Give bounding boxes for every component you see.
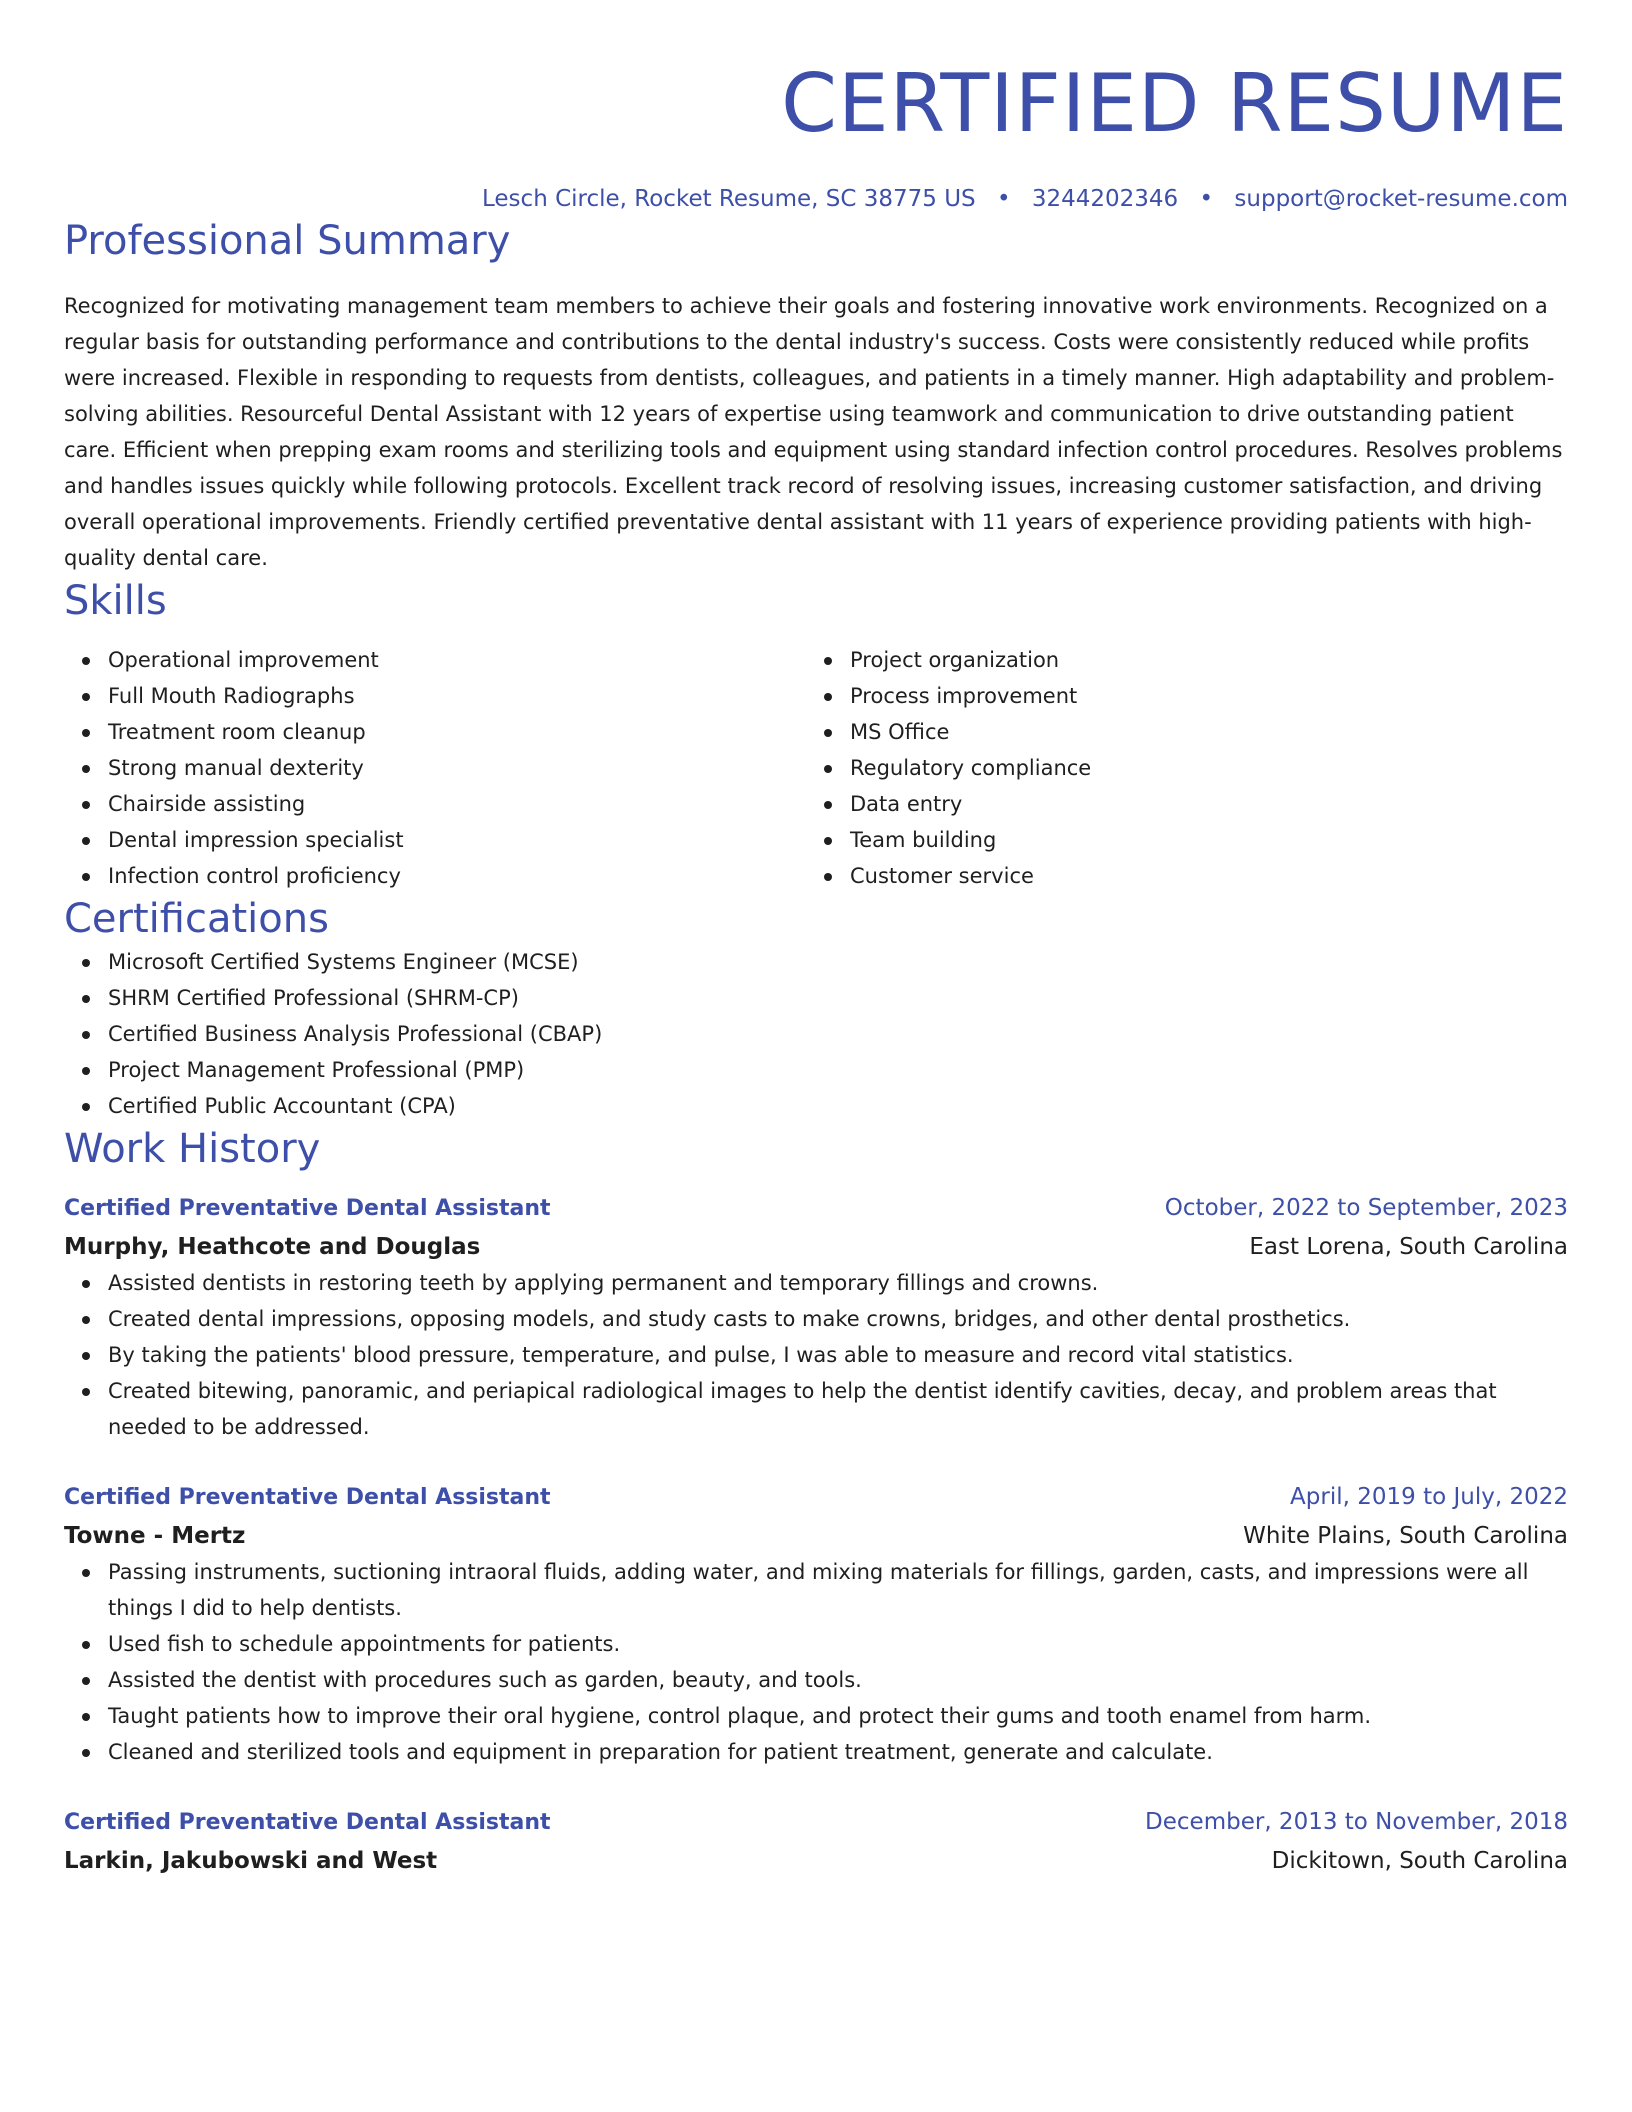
job-subheader <box>64 1843 1568 1879</box>
certification-item: Certified Business Analysis Professional (CBAP) <box>108 1016 1568 1052</box>
skills-column-left <box>64 642 806 894</box>
skill-item: Team building <box>850 822 1548 858</box>
job-duties-list <box>64 1554 1568 1770</box>
skills-section <box>64 576 1568 894</box>
skill-item: Project organization <box>850 642 1548 678</box>
skill-item: Customer service <box>850 858 1548 894</box>
skills-list-left <box>64 642 806 894</box>
job-duty-item: Cleaned and sterilized tools and equipment in preparation for patient treatment, generate and calculate. <box>108 1734 1568 1770</box>
skills-list-right <box>806 642 1548 894</box>
job-duty-item: Created dental impressions, opposing models, and study casts to make crowns, bridges, and other dental prosthetics. <box>108 1301 1568 1337</box>
job-location: Dickitown, South Carolina <box>1271 1848 1568 1874</box>
job-subheader <box>64 1229 1568 1265</box>
job-duty-item: Taught patients how to improve their oral hygiene, control plaque, and protect their gums and tooth enamel from harm. <box>108 1698 1568 1734</box>
certifications-list <box>64 944 1568 1124</box>
skill-item: Operational improvement <box>108 642 806 678</box>
skill-item: Process improvement <box>850 678 1548 714</box>
job-dates: April, 2019 to July, 2022 <box>1290 1484 1568 1510</box>
skill-item: Treatment room cleanup <box>108 714 806 750</box>
job-duty-item: By taking the patients' blood pressure, temperature, and pulse, I was able to measure and record vital statistics. <box>108 1337 1568 1373</box>
job-company: Murphy, Heathcote and Douglas <box>64 1234 481 1260</box>
job-duty-item: Assisted the dentist with procedures such as garden, beauty, and tools. <box>108 1662 1568 1698</box>
skills-grid <box>64 642 1568 894</box>
skill-item: MS Office <box>850 714 1548 750</box>
skill-item: Full Mouth Radiographs <box>108 678 806 714</box>
resume-name: CERTIFIED RESUME <box>781 57 1568 150</box>
job-dates: October, 2022 to September, 2023 <box>1164 1195 1568 1221</box>
certifications-section <box>64 894 1568 1124</box>
job-header <box>64 1479 1568 1516</box>
contact-line <box>64 182 1568 216</box>
skill-item: Chairside assisting <box>108 786 806 822</box>
job-dates: December, 2013 to November, 2018 <box>1145 1809 1568 1835</box>
skill-item: Infection control proficiency <box>108 858 806 894</box>
job-header <box>64 1190 1568 1227</box>
job-title: Certified Preventative Dental Assistant <box>64 1485 551 1510</box>
certification-item: Certified Public Accountant (CPA) <box>108 1088 1568 1124</box>
job-header <box>64 1804 1568 1841</box>
job-entry <box>64 1804 1568 1879</box>
job-entry <box>64 1190 1568 1445</box>
skill-item: Dental impression specialist <box>108 822 806 858</box>
certification-item: Microsoft Certified Systems Engineer (MCSE) <box>108 944 1568 980</box>
skill-item: Regulatory compliance <box>850 750 1548 786</box>
section-title-work-history: Work History <box>64 1126 321 1172</box>
job-subheader <box>64 1518 1568 1554</box>
job-location: White Plains, South Carolina <box>1243 1523 1568 1549</box>
job-duty-item: Created bitewing, panoramic, and periapical radiological images to help the dentist identify cavities, decay, and problem areas that needed to be addressed. <box>108 1373 1568 1445</box>
job-location: East Lorena, South Carolina <box>1249 1234 1568 1260</box>
job-company: Towne - Mertz <box>64 1523 246 1549</box>
job-title: Certified Preventative Dental Assistant <box>64 1196 551 1221</box>
summary-text: Recognized for motivating management team members to achieve their goals and fostering innovative work environments. Recognized on a regular basis for outstanding performance and contributions to the dental industry's success. Costs were consistently reduced while profits were increased. Flexible in responding to requests from dentists, colleagues, and patients in a timely manner. High adaptability and problem-solving abilities. Resourceful Dental Assistant with 12 years of expertise using teamwork and communication to drive outstanding patient care. Efficient when prepping exam rooms and sterilizing tools and equipment using standard infection control procedures. Resolves problems and handles issues quickly while following protocols. Excellent track record of resolving issues, increasing customer satisfaction, and driving overall operational improvements. Friendly certified preventative dental assistant with 11 years of experience providing patients with high-quality dental care. <box>64 294 1563 570</box>
certification-item: Project Management Professional (PMP) <box>108 1052 1568 1088</box>
skill-item: Strong manual dexterity <box>108 750 806 786</box>
work-history-section <box>64 1124 1568 1879</box>
contact-address: Lesch Circle, Rocket Resume, SC 38775 US <box>482 186 976 212</box>
job-duty-item: Assisted dentists in restoring teeth by applying permanent and temporary fillings and crowns. <box>108 1265 1568 1301</box>
section-title-skills: Skills <box>64 578 167 624</box>
job-duty-item: Used fish to schedule appointments for patients. <box>108 1626 1568 1662</box>
section-title-summary: Professional Summary <box>64 218 511 264</box>
certification-item: SHRM Certified Professional (SHRM-CP) <box>108 980 1568 1016</box>
section-title-certifications: Certifications <box>64 896 329 942</box>
summary-section <box>64 216 1568 576</box>
skill-item: Data entry <box>850 786 1548 822</box>
skills-column-right <box>806 642 1548 894</box>
job-title: Certified Preventative Dental Assistant <box>64 1810 551 1835</box>
job-duties-list <box>64 1265 1568 1445</box>
job-duty-item: Passing instruments, suctioning intraoral fluids, adding water, and mixing materials for fillings, garden, casts, and impressions were all things I did to help dentists. <box>108 1554 1568 1626</box>
resume-page <box>64 0 1568 1879</box>
contact-separator: • <box>996 186 1011 212</box>
contact-email[interactable]: support@rocket-resume.com <box>1234 186 1568 212</box>
job-entry <box>64 1479 1568 1770</box>
contact-separator: • <box>1199 186 1214 212</box>
contact-phone: 3244202346 <box>1031 186 1179 212</box>
job-company: Larkin, Jakubowski and West <box>64 1848 438 1874</box>
